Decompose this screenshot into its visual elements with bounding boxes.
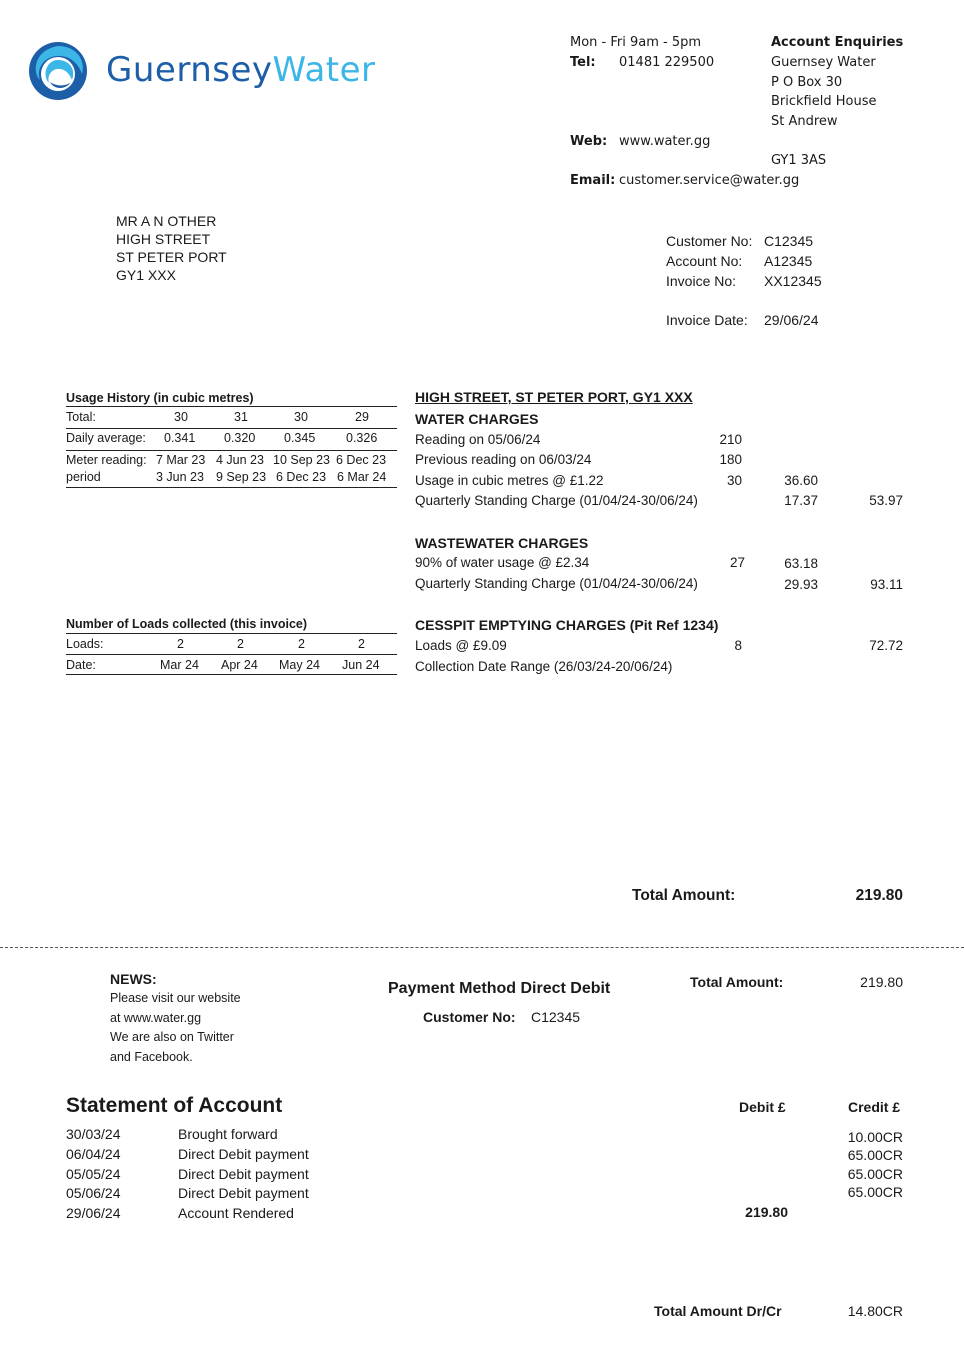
statement-debit: 219.80: [745, 1204, 788, 1220]
statement-date: 30/03/24: [66, 1126, 121, 1142]
payment-customer-no: C12345: [531, 1009, 581, 1025]
cesspit-range: Collection Date Range (26/03/24-20/06/24): [415, 659, 673, 674]
recipient-line: MR A N OTHER: [116, 213, 217, 229]
statement-date: 29/06/24: [66, 1205, 121, 1221]
account-no-label: Account No:: [666, 253, 743, 269]
wastewater-usage-amount: 63.18: [784, 556, 818, 571]
enquiries-title: Account Enquiries: [771, 35, 904, 50]
water-standing-amount: 17.37: [784, 493, 818, 508]
statement-desc: Direct Debit payment: [178, 1185, 309, 1201]
invoice-no: XX12345: [764, 273, 822, 289]
wastewater-subtotal: 93.11: [870, 577, 903, 592]
address-line: St Andrew: [771, 114, 838, 129]
recipient-line: ST PETER PORT: [116, 249, 227, 265]
loads-row: Loads: 2 2 2 2: [66, 637, 365, 651]
address-line: GY1 3AS: [771, 153, 827, 168]
loads-title: Number of Loads collected (this invoice): [66, 617, 308, 631]
cesspit-charges-title: CESSPIT EMPTYING CHARGES (Pit Ref 1234): [415, 617, 719, 633]
statement-date: 05/05/24: [66, 1166, 121, 1182]
reading-value: 210: [719, 432, 742, 447]
usage-total-row: Total: 30 31 30 29: [66, 410, 369, 424]
usage-daily-row: Daily average: 0.341 0.320 0.345 0.326: [66, 431, 378, 445]
tear-off-line: [0, 947, 964, 948]
customer-no-label: Customer No:: [666, 233, 753, 249]
news-title: NEWS:: [110, 971, 157, 987]
water-subtotal: 53.97: [869, 493, 903, 508]
tel-label: Tel:: [570, 55, 596, 70]
invoice-no-label: Invoice No:: [666, 273, 737, 289]
statement-desc: Account Rendered: [178, 1205, 294, 1221]
web-label: Web:: [570, 134, 608, 149]
statement-title: Statement of Account: [66, 1094, 283, 1117]
account-no: A12345: [764, 253, 813, 269]
payment-method: Payment Method Direct Debit: [388, 980, 611, 997]
address-line: P O Box 30: [771, 75, 843, 90]
news-line: Please visit our website: [110, 991, 241, 1005]
statement-date: 05/06/24: [66, 1185, 121, 1201]
statement-date: 06/04/24: [66, 1146, 121, 1162]
loads-date-row: Date: Mar 24 Apr 24 May 24 Jun 24: [66, 658, 380, 672]
opening-hours: Mon - Fri 9am - 5pm: [570, 35, 702, 50]
usage-history-title: Usage History (in cubic metres): [66, 391, 254, 405]
prev-reading-value: 180: [719, 452, 742, 467]
statement-credit: 10.00CR: [847, 1129, 903, 1145]
invoice-date-label: Invoice Date:: [666, 312, 748, 328]
total-amount: 219.80: [855, 887, 903, 904]
reading-label: Reading on 05/06/24: [415, 432, 541, 447]
water-usage-amount: 36.60: [784, 473, 818, 488]
water-usage-label: Usage in cubic metres @ £1.22: [415, 473, 604, 488]
cesspit-subtotal: 72.72: [869, 638, 903, 653]
payment-customer-label: Customer No:: [423, 1009, 516, 1025]
water-charges-title: WATER CHARGES: [415, 411, 539, 427]
wastewater-usage-qty: 27: [729, 555, 745, 570]
payment-total: 219.80: [860, 974, 903, 990]
statement-desc: Direct Debit payment: [178, 1166, 309, 1182]
news-line: We are also on Twitter: [110, 1030, 234, 1044]
statement-total: 14.80CR: [847, 1303, 903, 1319]
wastewater-charges-title: WASTEWATER CHARGES: [415, 535, 589, 551]
wastewater-standing-amount: 29.93: [784, 577, 818, 592]
email-label: Email:: [570, 173, 616, 188]
brand-name: GuernseyWater: [106, 50, 376, 90]
wastewater-standing-label: Quarterly Standing Charge (01/04/24-30/06/24): [415, 576, 698, 591]
water-standing-label: Quarterly Standing Charge (01/04/24-30/06/24): [415, 493, 698, 508]
wastewater-usage-label: 90% of water usage @ £2.34: [415, 555, 590, 570]
guernsey-water-logo-icon: [24, 40, 92, 102]
water-usage-qty: 30: [726, 473, 742, 488]
cesspit-loads-label: Loads @ £9.09: [415, 638, 507, 653]
statement-desc: Brought forward: [178, 1126, 278, 1142]
address-line: Brickfield House: [771, 94, 877, 109]
statement-credit: 65.00CR: [847, 1166, 903, 1182]
cesspit-loads-qty: 8: [734, 638, 742, 653]
debit-header: Debit £: [739, 1099, 786, 1115]
credit-header: Credit £: [848, 1099, 901, 1115]
property-address: HIGH STREET, ST PETER PORT, GY1 XXX: [415, 389, 693, 405]
news-line: and Facebook.: [110, 1050, 193, 1064]
statement-credit: 65.00CR: [847, 1184, 903, 1200]
statement-total-label: Total Amount Dr/Cr: [654, 1303, 782, 1319]
web-link[interactable]: www.water.gg: [619, 134, 711, 149]
payment-total-label: Total Amount:: [690, 974, 784, 990]
usage-meter-row: Meter reading: 7 Mar 23 4 Jun 23 10 Sep 23 6 Dec 23: [66, 453, 387, 467]
usage-period-row: period 3 Jun 23 9 Sep 23 6 Dec 23 6 Mar 24: [66, 470, 387, 484]
recipient-line: HIGH STREET: [116, 231, 211, 247]
address-line: Guernsey Water: [771, 55, 876, 70]
email-link[interactable]: customer.service@water.gg: [619, 173, 800, 188]
total-amount-label: Total Amount:: [632, 887, 736, 904]
prev-reading-label: Previous reading on 06/03/24: [415, 452, 592, 467]
recipient-line: GY1 XXX: [116, 267, 176, 283]
statement-desc: Direct Debit payment: [178, 1146, 309, 1162]
tel-number[interactable]: 01481 229500: [619, 55, 715, 70]
statement-credit: 65.00CR: [847, 1147, 903, 1163]
customer-no: C12345: [764, 233, 814, 249]
invoice-date: 29/06/24: [764, 312, 819, 328]
news-line: at www.water.gg: [110, 1011, 202, 1025]
